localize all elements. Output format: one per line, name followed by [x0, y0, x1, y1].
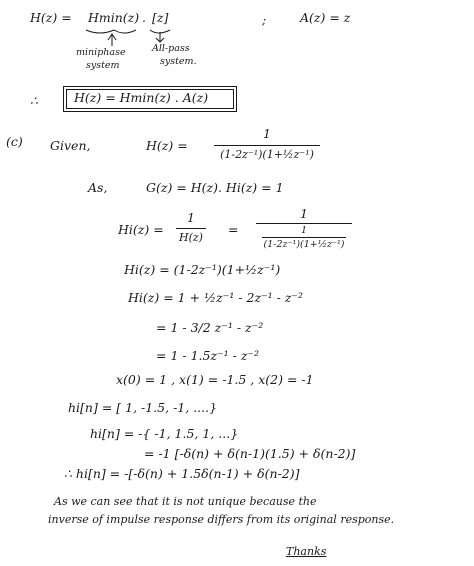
step-1: Hi(z) = (1-2z⁻¹)(1+½z⁻¹): [124, 262, 281, 277]
hi-sequence-2: hi[n] = -{ -1, 1.5, 1, ...}: [90, 426, 239, 441]
conclusion-line-1: As we can see that it is not unique because the: [54, 495, 317, 508]
given-label: Given,: [50, 138, 91, 153]
hi-sequence-1: hi[n] = [ 1, -1.5, -1, ....}: [68, 400, 218, 415]
h-fraction-bar: [214, 145, 320, 146]
boxed-equation: H(z) = Hmin(z) . A(z): [74, 90, 209, 105]
therefore-symbol: ∴: [30, 93, 38, 108]
hi-fraction-bar: [176, 228, 206, 229]
sample-values: x(0) = 1 , x(1) = -1.5 , x(2) = -1: [116, 372, 314, 387]
hi-sequence-final: ∴ hi[n] = -[-δ(n) + 1.5δ(n-1) + δ(n-2)]: [64, 466, 300, 481]
g-equation: G(z) = H(z). Hi(z) = 1: [146, 180, 284, 195]
as-label: As,: [88, 180, 108, 195]
label-miniphase: miniphase: [76, 47, 126, 58]
z-term: [z]: [152, 10, 169, 25]
nested-inner-denominator: (1-2z⁻¹)(1+½z⁻¹): [263, 239, 345, 250]
a-definition: A(z) = z: [300, 10, 351, 25]
h-definition: H(z) =: [30, 10, 72, 25]
hi-fraction-numerator: 1: [187, 210, 195, 225]
thanks-note: Thanks: [286, 545, 327, 558]
h-lhs: H(z) =: [146, 138, 188, 153]
part-label: (c): [6, 134, 23, 149]
hmin-term: Hmin(z): [88, 10, 140, 25]
label-allpass: All-pass: [152, 43, 190, 54]
dot-operator: .: [142, 10, 146, 25]
semicolon: ;: [262, 12, 267, 27]
step-3: = 1 - 3/2 z⁻¹ - z⁻²: [156, 320, 264, 335]
nested-numerator: 1: [300, 206, 308, 221]
label-miniphase-system: system: [86, 60, 120, 71]
h-fraction-numerator: 1: [263, 126, 271, 141]
hi-sequence-3: = -1 [-δ(n) + δ(n-1)(1.5) + δ(n-2)]: [144, 446, 356, 461]
hi-lhs: Hi(z) =: [118, 222, 164, 237]
nested-inner-numerator: 1: [300, 225, 308, 236]
nested-outer-bar: [256, 223, 352, 224]
label-allpass-system: system.: [160, 56, 197, 67]
h-fraction-denominator: (1-2z⁻¹)(1+½z⁻¹): [220, 148, 314, 161]
step-4: = 1 - 1.5z⁻¹ - z⁻²: [156, 348, 260, 363]
conclusion-line-2: inverse of impulse response differs from its original response.: [48, 513, 395, 526]
hi-fraction-denominator: H(z): [179, 231, 203, 244]
hi-equals: =: [228, 222, 239, 237]
step-2: Hi(z) = 1 + ½z⁻¹ - 2z⁻¹ - z⁻²: [128, 290, 304, 305]
nested-inner-bar: [262, 237, 346, 238]
